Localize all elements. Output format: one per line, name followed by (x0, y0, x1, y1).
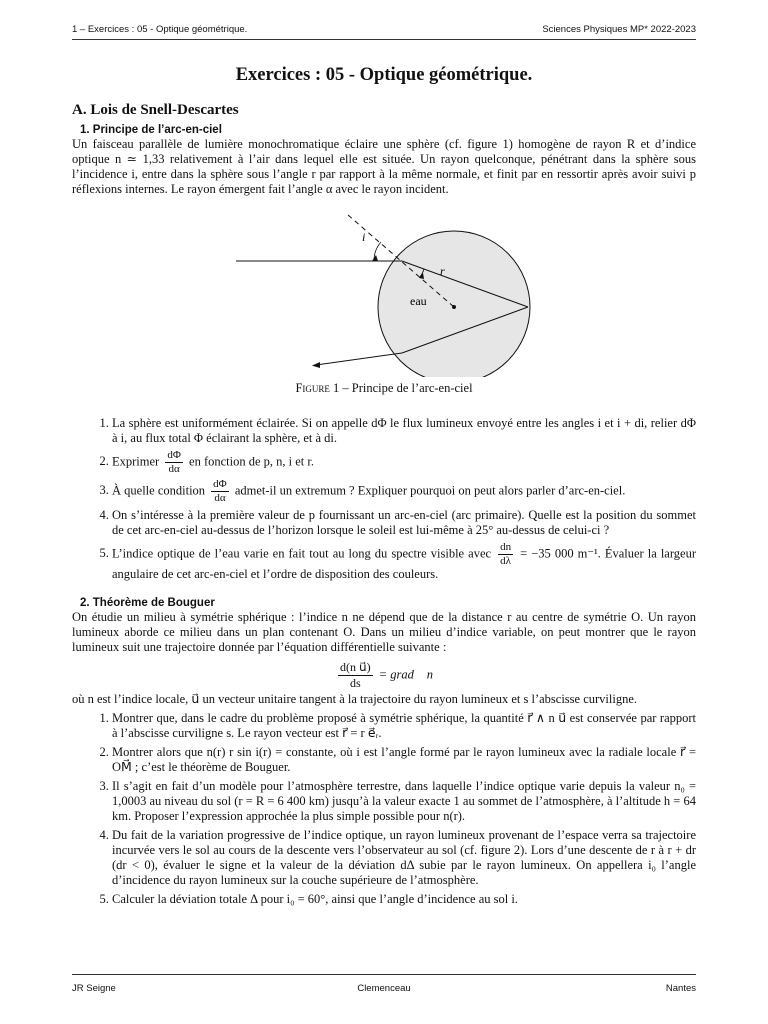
frac-den: dα (168, 463, 180, 475)
footer-center: Clemenceau (357, 983, 411, 994)
water-sphere (378, 231, 530, 377)
fraction (498, 542, 513, 567)
list-item: 1. La sphère est uniformément éclairée. Si on appelle dΦ le flux lumineux envoyé entre les angles i et i + di, relier dΦ à i, au flux total Φ éclairant la sphère, et à di. (112, 416, 696, 446)
frac-num: dΦ (167, 449, 181, 461)
list-item: 5. Calculer la déviation totale Δ pour i₀ = 60°, ainsi que l’angle d’incidence au sol i. (112, 892, 696, 907)
frac-den: dα (214, 492, 226, 504)
header-rule (72, 39, 696, 40)
footer-left: JR Seigne (72, 983, 116, 994)
label-r: r (440, 264, 445, 278)
emergent-arrow-icon (312, 362, 320, 368)
list-item: 3. Il s’agit en fait d’un modèle pour l’atmosphère terrestre, dans laquelle l’indice optique varie depuis la valeur n₀ = 1,0003 au niveau du sol (r = R = 6 400 km) jusqu’à la valeur exacte 1 au sommet de l’atmosphère, à l’altitude h = 64 km. Proposer l’expression approchée la plus simple possible pour n(r). (112, 779, 696, 824)
label-i: i (362, 230, 366, 244)
section-heading: A. Lois de Snell-Descartes (72, 102, 239, 118)
list-item: 4. Du fait de la variation progressive de l’indice optique, un rayon lumineux provenant de l’espace verra sa trajectoire incurvée vers le sol au cours de la descente vers l’observateur au sol (cf. figure 2). Lors d’une descente de r à r + dr (dr < 0), évaluer le signe et la valeur de la déviation dΔ subie par le rayon lumineux. On appellera i₀ l’angle d’incidence du rayon lumineux sur la couche supérieure de l’atmosphère. (112, 828, 696, 888)
frac-den: dλ (500, 555, 512, 567)
page-title: Exercices : 05 - Optique géométrique. (235, 65, 533, 85)
page-header (72, 24, 696, 38)
figure-rainbow (72, 207, 696, 377)
list-item: 4. On s’intéresse à la première valeur de p fournissant un arc-en-ciel (arc primaire). Quelle est la position du sommet de cet arc-en-ciel au-dessus de l’horizon lorsque le soleil est lui-même à 25° au-dessus de celui-ci ? (112, 508, 696, 538)
page-content (72, 62, 696, 911)
caption-text: – Principe de l’arc-en-ciel (339, 381, 473, 395)
q5-post: = −35 000 m⁻¹. Évaluer la largeur angulaire de cet arc-en-ciel et l’ordre de disposition des couleurs. (112, 546, 696, 581)
list-item (112, 479, 696, 504)
footer-right: Nantes (665, 983, 696, 994)
after-equation-paragraph: où n est l’indice locale, u⃗ un vecteur unitaire tangent à la trajectoire du rayon lumineux et s l’abscisse curviligne. (72, 692, 638, 706)
eq-den: ds (349, 676, 361, 690)
header-right: Sciences Physiques MP* 2022-2023 (542, 24, 696, 35)
frac-num: dΦ (213, 478, 227, 490)
q3-post: admet-il un extremum ? Expliquer pourquoi on peut alors parler d’arc-en-ciel. (234, 483, 626, 498)
fraction (211, 479, 229, 504)
figure-caption (72, 381, 696, 396)
frac-num: dn (500, 541, 512, 553)
q3-pre: À quelle condition (112, 483, 206, 498)
header-left: 1 – Exercices : 05 - Optique géométrique. (72, 24, 248, 35)
subsection-heading: 2. Théorème de Bouguer (80, 597, 215, 609)
list-item (112, 450, 696, 475)
q2-post: en fonction de p, n, i et r. (189, 454, 314, 469)
fraction (165, 450, 183, 475)
emergent-ray (316, 353, 402, 365)
caption-prefix: Figure 1 (295, 381, 340, 395)
list-item: 1. Montrer que, dans le cadre du problème proposé à symétrie sphérique, la quantité r⃗ ∧ n u⃗ est conservée par rapport à l’abscisse curviligne s. Le rayon vecteur est r⃗ = r e⃗ᵣ. (112, 711, 696, 741)
intro-paragraph: Un faisceau parallèle de lumière monochromatique éclaire une sphère (cf. figure 1) homogène de rayon R et d’indice optique n ≃ 1,33 relativement à l’air dans lequel elle est située. Un rayon quelconque, pénétrant dans la sphère sous l’incidence i, entre dans la sphère sous l’angle r par rapport à la même normale, et finit par en ressortir après avoir suivi p réflexions internes. Le rayon émergent fait l’angle α avec le rayon incident. (72, 137, 696, 196)
footer-rule (72, 974, 696, 975)
eq-rhs: = grad⃗ n (378, 667, 433, 682)
q2-pre: Exprimer (112, 454, 160, 469)
subsection-heading: 1. Principe de l’arc-en-ciel (80, 124, 222, 136)
equation (72, 661, 696, 690)
eq-fraction (338, 661, 373, 690)
label-eau: eau (410, 294, 427, 308)
rainbow-diagram (72, 207, 696, 377)
question-list-1 (72, 416, 696, 582)
q5-pre: L’indice optique de l’eau varie en fait tout au long du spectre visible avec (112, 546, 492, 561)
intro-paragraph: On étudie un milieu à symétrie sphérique : l’indice n ne dépend que de la distance r au centre de symétrie O. Un rayon lumineux aborde ce milieu dans un plan contenant O. Dans un milieu d’indice variable, on peut montrer que le rayon lumineux suit une trajectoire donnée par l’équation différentielle suivante : (72, 610, 696, 654)
center-dot (452, 305, 456, 309)
eq-num: d(n u⃗) (339, 660, 371, 674)
list-item (112, 542, 696, 582)
angle-i-arrow-icon (372, 255, 378, 261)
question-list-2 (72, 711, 696, 907)
list-item: 2. Montrer alors que n(r) r sin i(r) = constante, où i est l’angle formé par le rayon lumineux avec la radiale locale r⃗ = OM⃗ ; c’est le théorème de Bouguer. (112, 745, 696, 775)
